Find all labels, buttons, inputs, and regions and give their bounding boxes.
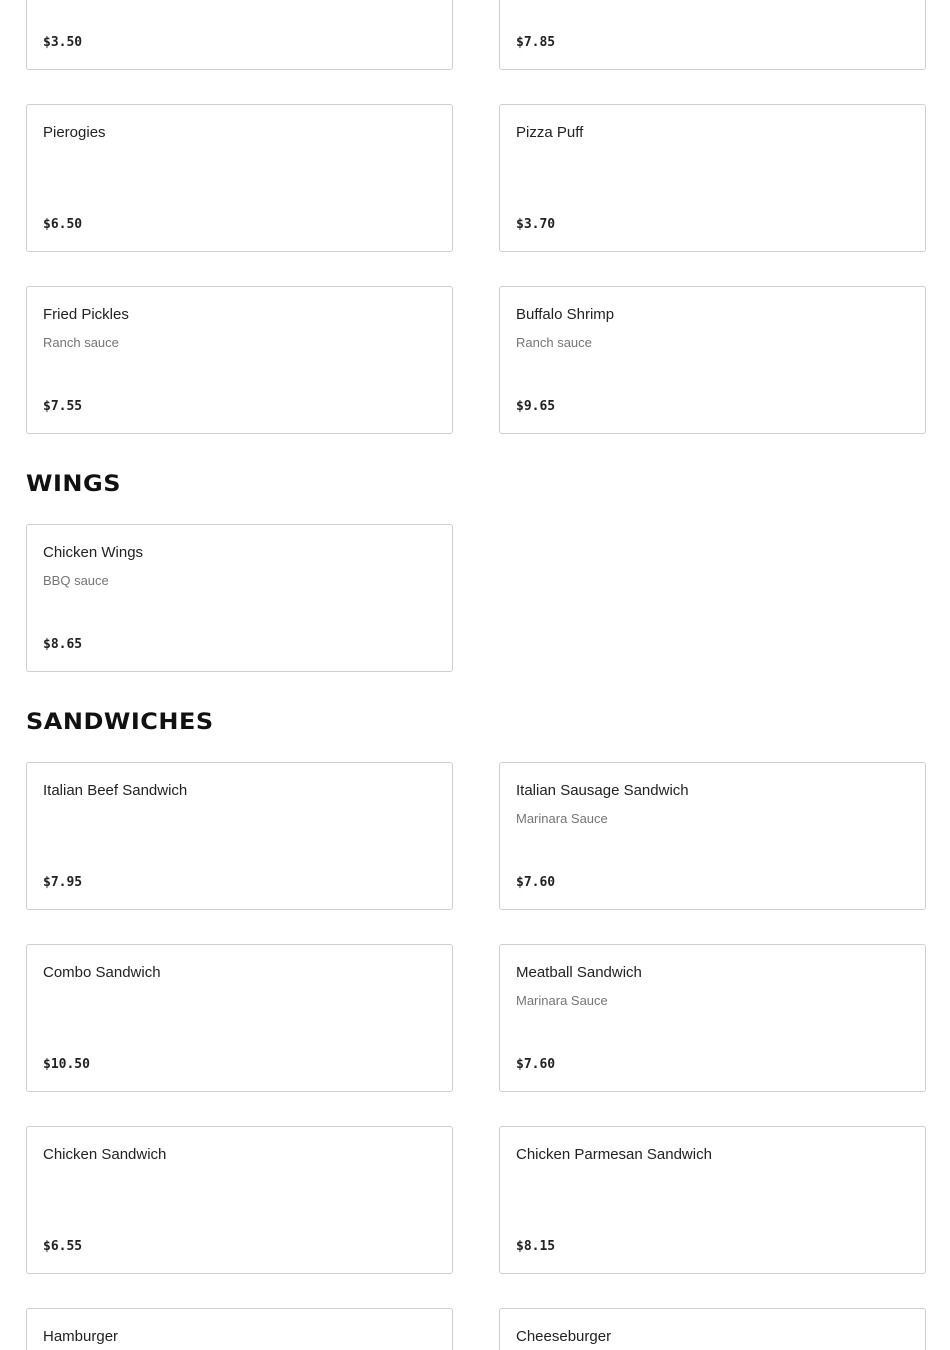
menu-item-card[interactable]	[499, 762, 926, 910]
section-title-wings: WINGS	[26, 471, 121, 497]
menu-item-name: Hamburger	[43, 1328, 119, 1345]
menu-item-card[interactable]	[26, 1308, 453, 1350]
menu-item-card[interactable]	[26, 104, 453, 252]
menu-item-description: Marinara Sauce	[516, 811, 608, 826]
menu-item-name: Buffalo Shrimp	[516, 306, 615, 323]
menu-item-price: $9.65	[516, 399, 556, 414]
menu-item-price: $6.55	[43, 1239, 83, 1254]
menu-item-card[interactable]	[26, 762, 453, 910]
menu-item-card[interactable]	[499, 1308, 926, 1350]
menu-item-card[interactable]	[26, 1126, 453, 1274]
menu-item-name: Meatball Sandwich	[516, 964, 642, 981]
menu-item-price: $7.85	[516, 35, 556, 50]
menu-item-description: BBQ sauce	[43, 573, 109, 588]
menu-item-card[interactable]	[499, 944, 926, 1092]
menu-item-price: $7.60	[516, 1057, 556, 1072]
menu-item-price: $7.60	[516, 875, 556, 890]
menu-item-card[interactable]	[26, 0, 453, 70]
menu-item-name: Italian Beef Sandwich	[43, 782, 188, 799]
menu-item-name: Pizza Puff	[516, 124, 584, 141]
menu-item-name: Combo Sandwich	[43, 964, 161, 981]
menu-item-card[interactable]	[499, 1126, 926, 1274]
section-title-sandwiches: SANDWICHES	[26, 709, 214, 735]
menu-item-card[interactable]	[26, 524, 453, 672]
menu-item-card[interactable]	[499, 286, 926, 434]
menu-item-name: Chicken Parmesan Sandwich	[516, 1146, 712, 1163]
menu-item-price: $8.15	[516, 1239, 556, 1254]
menu-item-price: $7.55	[43, 399, 83, 414]
menu-item-price: $3.70	[516, 217, 556, 232]
menu-item-name: Pierogies	[43, 124, 106, 141]
menu-item-name: Fried Pickles	[43, 306, 129, 323]
menu-item-price: $3.50	[43, 35, 83, 50]
menu-item-name: Chicken Wings	[43, 544, 144, 561]
menu-item-price: $7.95	[43, 875, 83, 890]
menu-item-price: $8.65	[43, 637, 83, 652]
menu-item-description: Ranch sauce	[516, 335, 592, 350]
menu-item-price: $10.50	[43, 1057, 90, 1072]
menu-item-name: Chicken Sandwich	[43, 1146, 167, 1163]
menu-item-name: Cheeseburger	[516, 1328, 612, 1345]
menu-item-card[interactable]	[26, 286, 453, 434]
menu-item-card[interactable]	[499, 104, 926, 252]
menu-item-description: Marinara Sauce	[516, 993, 608, 1008]
menu-item-name: Italian Sausage Sandwich	[516, 782, 689, 799]
menu-item-card[interactable]	[26, 944, 453, 1092]
menu-item-description: Ranch sauce	[43, 335, 119, 350]
menu-item-card[interactable]	[499, 0, 926, 70]
menu-item-price: $6.50	[43, 217, 83, 232]
